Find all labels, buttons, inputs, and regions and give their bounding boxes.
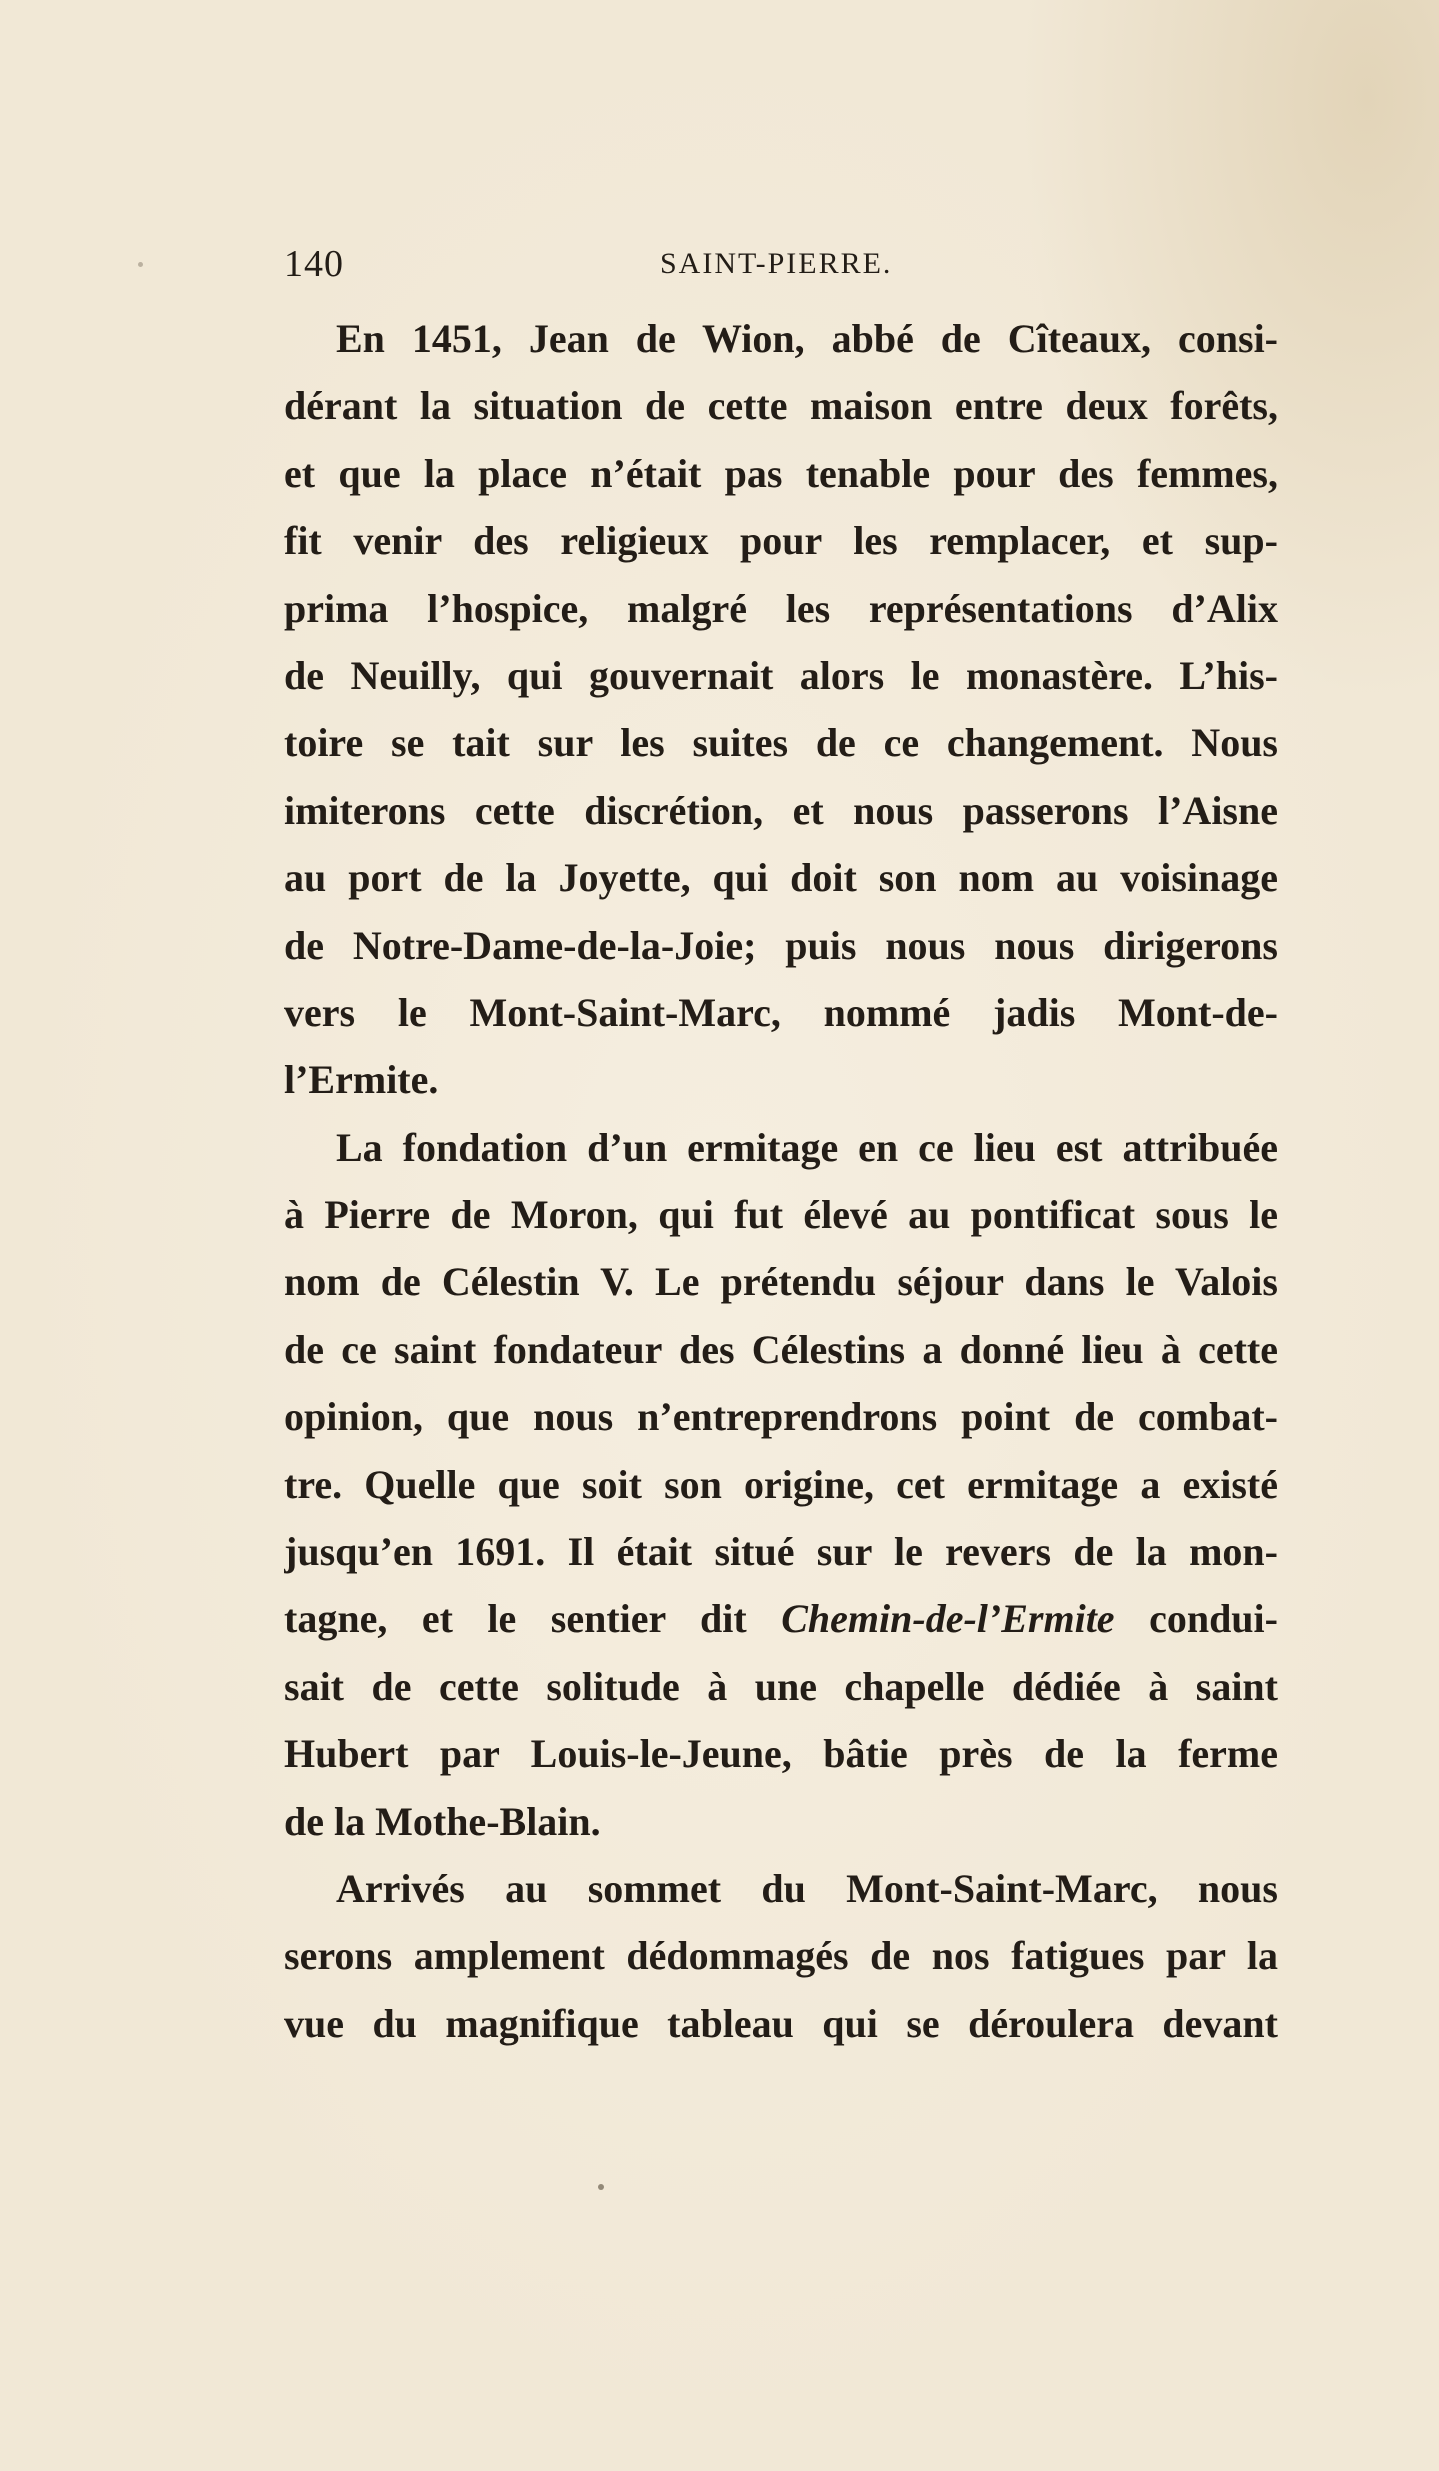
page-number: 140 — [284, 243, 344, 285]
text-line: vue du magnifique tableau qui se déroulera devant — [284, 2000, 1278, 2046]
text-line: prima l’hospice, malgré les représentations d’Alix — [284, 585, 1278, 631]
text-line: En 1451, Jean de Wion, abbé de Cîteaux, consi- — [336, 316, 1278, 361]
paper-speck — [138, 262, 143, 267]
text-line: jusqu’en 1691. Il était situé sur le revers de la mon- — [284, 1529, 1278, 1575]
text-line: de Notre-Dame-de-la-Joie; puis nous nous dirigerons — [284, 922, 1278, 968]
text-line: tre. Quelle que soit son origine, cet ermitage a existé — [284, 1461, 1278, 1507]
text-line: fit venir des religieux pour les remplacer, et sup- — [284, 518, 1278, 564]
text-line: opinion, que nous n’entreprendrons point de combat- — [284, 1394, 1278, 1440]
text-line: à Pierre de Moron, qui fut élevé au pontificat sous le — [284, 1192, 1278, 1238]
text-line: serons amplement dédommagés de nos fatigues par la — [284, 1933, 1278, 1979]
paper-speck — [598, 2184, 604, 2190]
text-line: nom de Célestin V. Le prétendu séjour dans le Valois — [284, 1259, 1278, 1305]
text-line: La fondation d’un ermitage en ce lieu est attribuée — [336, 1124, 1278, 1170]
text-line: dérant la situation de cette maison entre deux forêts, — [284, 383, 1278, 429]
text-segment: tagne, et le sentier dit — [284, 1596, 747, 1642]
text-line: et que la place n’était pas tenable pour des femmes, — [284, 450, 1278, 496]
text-line: sait de cette solitude à une chapelle dédiée à saint — [284, 1663, 1278, 1709]
paragraph-end-line: l’Ermite. — [284, 1057, 439, 1103]
paragraph-end-line: de la Mothe-Blain. — [284, 1798, 601, 1844]
body-text — [284, 305, 1278, 2057]
italic-place-name: Chemin-de-l’Ermite — [781, 1596, 1115, 1642]
text-line: vers le Mont-Saint-Marc, nommé jadis Mont-de- — [284, 989, 1278, 1035]
running-title: SAINT-PIERRE. — [660, 247, 893, 280]
text-line: Arrivés au sommet du Mont-Saint-Marc, nous — [336, 1865, 1278, 1911]
text-line: de Neuilly, qui gouvernait alors le monastère. L’his- — [284, 652, 1278, 698]
text-line: de ce saint fondateur des Célestins a donné lieu à cette — [284, 1326, 1278, 1372]
text-line: toire se tait sur les suites de ce changement. Nous — [284, 720, 1278, 766]
text-line: imiterons cette discrétion, et nous passerons l’Aisne — [284, 787, 1278, 833]
running-head — [284, 236, 1304, 292]
text-segment: condui- — [1149, 1596, 1278, 1642]
text-line: Hubert par Louis-le-Jeune, bâtie près de la ferme — [284, 1731, 1278, 1777]
text-line: au port de la Joyette, qui doit son nom au voisinage — [284, 855, 1278, 901]
text-line-with-italic — [284, 1585, 1278, 1652]
